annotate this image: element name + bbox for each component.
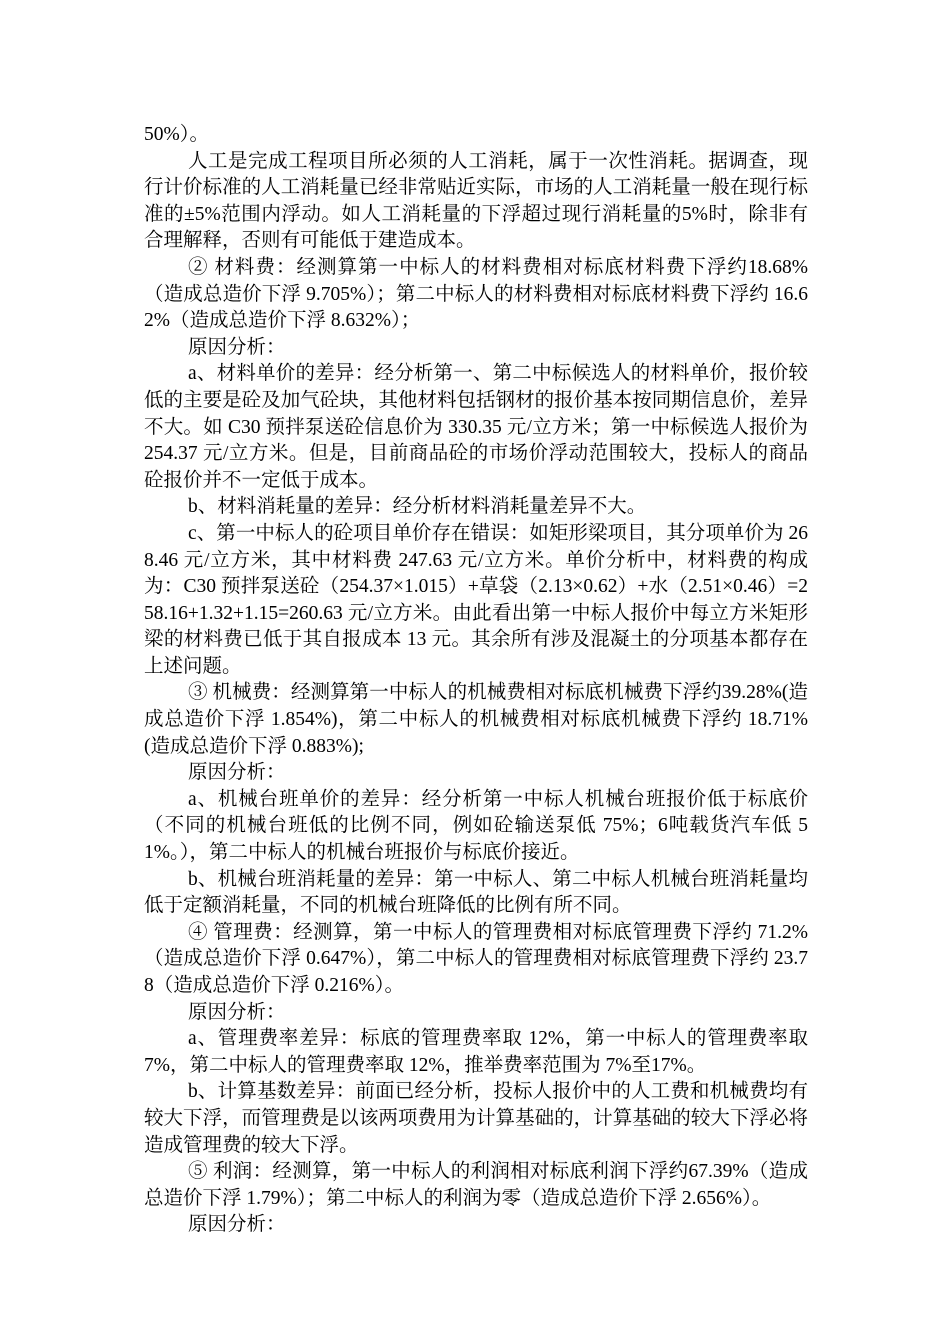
paragraph-profit: ⑤ 利润：经测算，第一中标人的利润相对标底利润下浮约67.39%（造成总造价下浮 1.79%）；第二中标人的利润为零（造成总造价下浮 2.656%）。	[144, 1161, 808, 1209]
paragraph-concrete-error: c、第一中标人的砼项目单价存在错误：如矩形梁项目，其分项单价为 268.46 元/立方米，其中材料费 247.63 元/立方米。单价分析中，材料费的构成为：C30 预拌泵送砼（254.37×1.015）+草袋（2.13×0.62）+水（2.51×0.46）=258.16+1.32+1.15=260.63 元/立方米。由此看出第一中标人报价中每立方米矩形梁的材料费已低于其自报成本 13 元。其余所有涉及混凝土的分项基本都存在上述问题。	[144, 522, 808, 677]
paragraph-material-unit-price: a、材料单价的差异：经分析第一、第二中标候选人的材料单价，报价较低的主要是砼及加气砼块，其他材料包括钢材的报价基本按同期信息价，差异不大。如 C30 预拌泵送砼信息价为 330.35 元/立方米；第一中标候选人报价为 254.37 元/立方米。但是，目前商品砼的市场价浮动范围较大，投标人的商品砼报价并不一定低于成本。	[144, 363, 808, 491]
paragraph-calculation-base: b、计算基数差异：前面已经分析，投标人报价中的人工费和机械费均有较大下浮，而管理费是以该两项费用为计算基础的，计算基础的较大下浮必将造成管理费的较大下浮。	[144, 1081, 808, 1156]
paragraph-continuation: 50%）。	[144, 124, 209, 145]
paragraph-cause-heading: 原因分析：	[188, 762, 286, 784]
paragraph-material-cost: ② 材料费：经测算第一中标人的材料费相对标底材料费下浮约18.68%（造成总造价下浮 9.705%）；第二中标人的材料费相对标底材料费下浮约 16.62%（造成总造价下浮 8.632%）；	[144, 256, 808, 332]
paragraph-labor-analysis: 人工是完成工程项目所必须的人工消耗，属于一次性消耗。据调查，现行计价标准的人工消耗量已经非常贴近实际，市场的人工消耗量一般在现行标准的±5%范围内浮动。如人工消耗量的下浮超过现行消耗量的5%时，除非有合理解释，否则有可能低于建造成本。	[144, 150, 808, 252]
paragraph-management-rate: a、管理费率差异：标底的管理费率取 12%，第一中标人的管理费率取 7%，第二中标人的管理费率取 12%，推举费率范围为 7%至17%。	[144, 1028, 808, 1076]
paragraph-cause-heading: 原因分析：	[188, 1214, 286, 1236]
paragraph-cause-heading: 原因分析：	[188, 1001, 286, 1023]
paragraph-material-consumption: b、材料消耗量的差异：经分析材料消耗量差异不大。	[188, 496, 647, 518]
paragraph-machinery-consumption: b、机械台班消耗量的差异：第一中标人、第二中标人机械台班消耗量均低于定额消耗量，不同的机械台班降低的比例有所不同。	[144, 868, 808, 917]
paragraph-machinery-unit-price: a、机械台班单价的差异：经分析第一中标人机械台班报价低于标底价（不同的机械台班低的比例不同，例如砼输送泵低 75%；6吨载货汽车低 51%。），第二中标人的机械台班报价与标底价接近。	[144, 788, 808, 864]
paragraph-cause-heading: 原因分析：	[188, 336, 286, 358]
document-body	[144, 122, 808, 1239]
paragraph-management-fee: ④ 管理费：经测算，第一中标人的管理费相对标底管理费下浮约 71.2%（造成总造价下浮 0.647%），第二中标人的管理费相对标底管理费下浮约 23.78（造成总造价下浮 0.216%）。	[144, 921, 808, 996]
paragraph-machinery-cost: ③ 机械费：经测算第一中标人的机械费相对标底机械费下浮约39.28%(造成总造价下浮 1.854%)，第二中标人的机械费相对标底机械费下浮约 18.71%(造成总造价下浮 0.883%);	[144, 682, 808, 757]
